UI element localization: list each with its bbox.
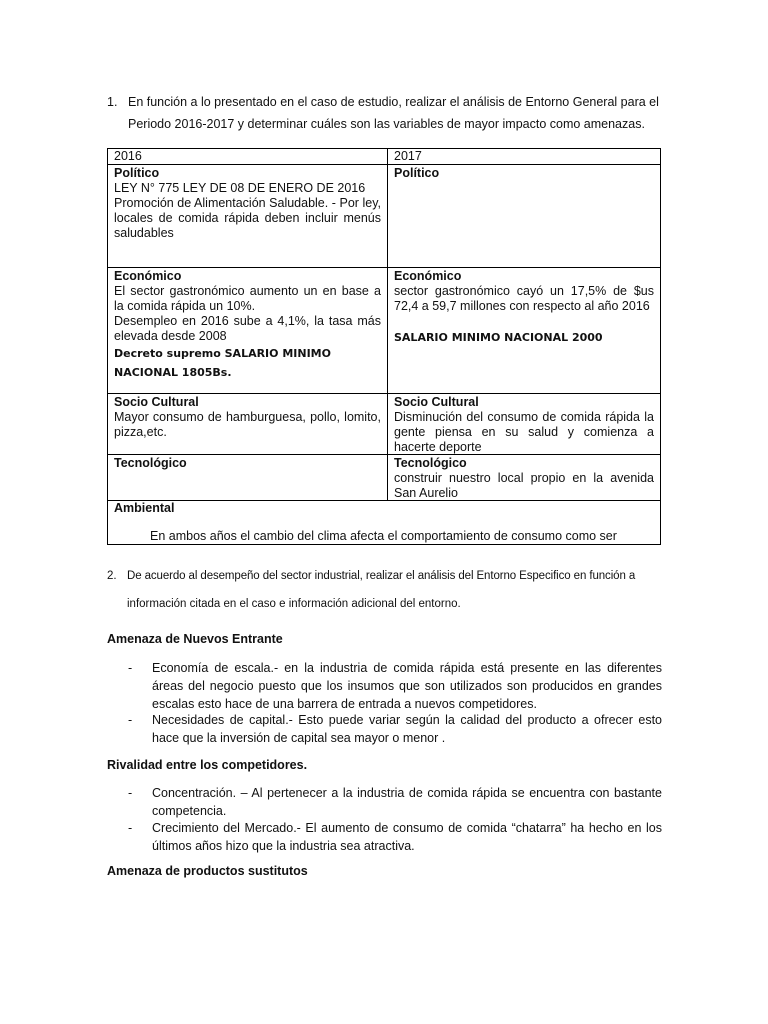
politico-2016-text: Promoción de Alimentación Saludable. - Por ley, locales de comida rápida deben incluir menús saludables <box>114 196 381 240</box>
economico-2017-cell <box>388 269 660 345</box>
tecnologico-2016-cell <box>108 456 387 471</box>
table-header-2016: 2016 <box>114 149 142 163</box>
economico-2016-cell <box>108 269 387 382</box>
question-1-number: 1. <box>107 95 118 109</box>
ambiental-text: En ambos años el cambio del clima afecta el comportamiento de consumo como ser <box>150 529 617 543</box>
table-row-divider <box>108 164 660 165</box>
economico-2016-decreto: Decreto supremo SALARIO MINIMO NACIONAL 1805Bs. <box>114 347 331 379</box>
list-item-text: Concentración. – Al pertenecer a la industria de comida rápida se encuentra con bastante competencia. <box>152 786 662 818</box>
question-2-text-line2: información citada en el caso e información adicional del entorno. <box>127 598 461 610</box>
bullet-dash: - <box>128 713 133 727</box>
economico-heading: Económico <box>114 269 182 283</box>
table-row-divider <box>108 393 660 394</box>
socio-2016-text: Mayor consumo de hamburguesa, pollo, lomito, pizza,etc. <box>114 410 381 439</box>
bullet-dash: - <box>128 821 133 835</box>
economico-2017-heading: Económico <box>394 269 462 283</box>
socio-2017-cell <box>388 395 660 455</box>
table-header-2017: 2017 <box>394 149 422 163</box>
socio-2017-text: Disminución del consumo de comida rápida la gente piensa en su salud y comienza a hacerte deporte <box>394 410 654 454</box>
tecnologico-heading: Tecnológico <box>114 456 187 470</box>
question-1-text-line2: Periodo 2016-2017 y determinar cuáles son las variables de mayor impacto como amenazas. <box>128 117 645 131</box>
economico-2016-text2: Desempleo en 2016 sube a 4,1%, la tasa más elevada desde 2008 <box>114 314 381 343</box>
politico-2016-cell <box>108 166 387 241</box>
ambiental-heading: Ambiental <box>114 501 175 515</box>
question-1-text-line1: En función a lo presentado en el caso de estudio, realizar el análisis de Entorno General para el <box>128 95 659 109</box>
economico-2017-text: sector gastronómico cayó un 17,5% de $us 72,4 a 59,7 millones con respecto al año 2016 <box>394 284 654 313</box>
politico-2017-heading: Político <box>394 166 440 180</box>
table-row-divider <box>108 267 660 268</box>
ambiental-cell <box>108 501 660 545</box>
bullet-dash: - <box>128 786 133 800</box>
politico-heading: Político <box>114 166 160 180</box>
section-heading-sustitutos: Amenaza de productos sustitutos <box>107 864 308 878</box>
socio-2017-heading: Socio Cultural <box>394 395 479 409</box>
entorno-general-table <box>107 148 661 545</box>
bullet-dash: - <box>128 661 133 675</box>
list-item-text: Economía de escala.- en la industria de comida rápida está presente en las diferentes áreas del negocio puesto que los insumos que son utilizados son producidos en grandes escalas esto hace de una barrera de entrada a nuevos competidores. <box>152 661 662 711</box>
socio-heading: Socio Cultural <box>114 395 199 409</box>
question-2-text-line1: De acuerdo al desempeño del sector industrial, realizar el análisis del Entorno Especifico en función a <box>127 570 636 582</box>
socio-2016-cell <box>108 395 387 440</box>
economico-2017-salario: SALARIO MINIMO NACIONAL 2000 <box>394 331 603 344</box>
politico-ley: LEY N° 775 LEY DE 08 DE ENERO DE 2016 <box>114 181 366 195</box>
list-item-text: Crecimiento del Mercado.- El aumento de consumo de comida “chatarra” ha hecho en los últimos años hizo que la industria sea atractiva. <box>152 821 662 853</box>
tecnologico-2017-heading: Tecnológico <box>394 456 467 470</box>
section-heading-nuevos-entrantes: Amenaza de Nuevos Entrante <box>107 632 283 646</box>
politico-2017-cell <box>388 166 660 181</box>
tecnologico-2017-text: construir nuestro local propio en la avenida San Aurelio <box>394 471 654 500</box>
question-2-number: 2. <box>107 570 117 582</box>
tecnologico-2017-cell <box>388 456 660 501</box>
section-heading-rivalidad: Rivalidad entre los competidores. <box>107 758 308 772</box>
list-item-text: Necesidades de capital.- Esto puede variar según la calidad del producto a ofrecer esto hace que la inversión de capital sea mayor o menor . <box>152 713 662 745</box>
economico-2016-text1: El sector gastronómico aumento un en base a la comida rápida un 10%. <box>114 284 381 313</box>
